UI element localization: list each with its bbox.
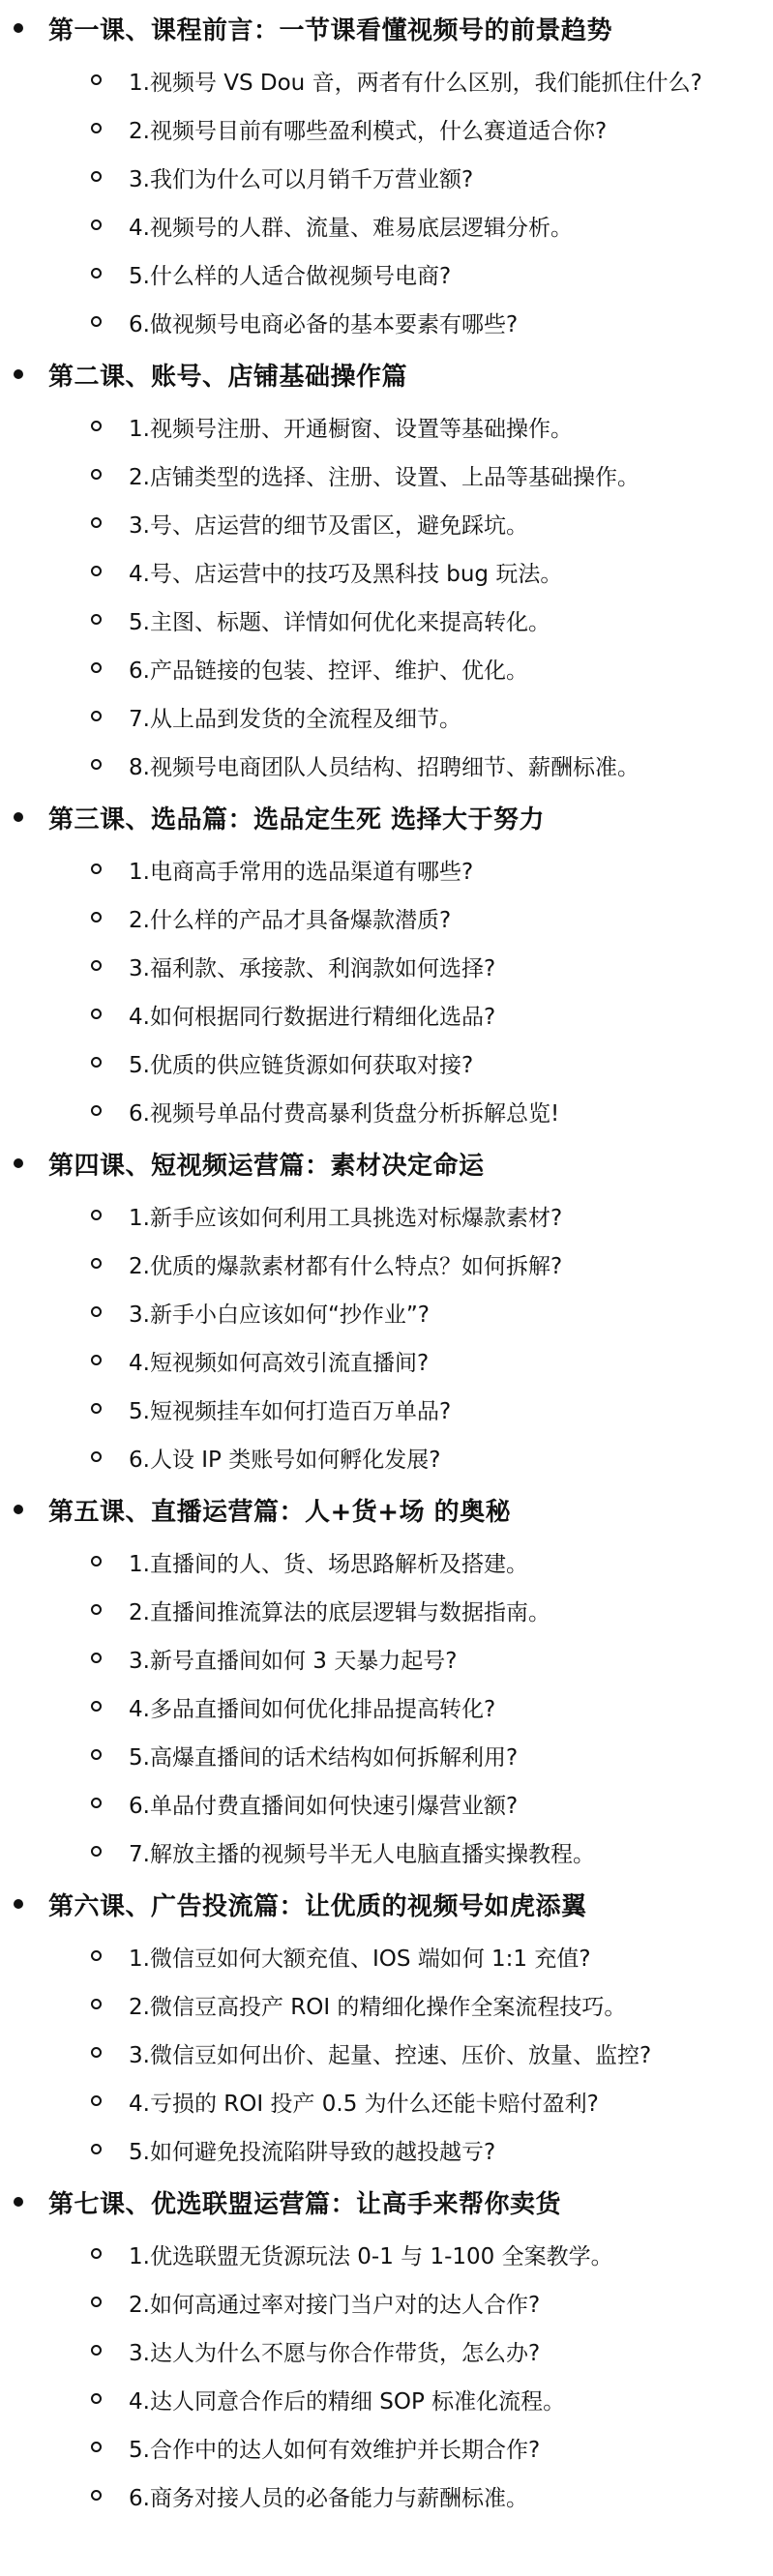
- lesson-text: 3.新号直播间如何 3 天暴力起号?: [129, 1648, 458, 1674]
- lesson-item: [0, 402, 773, 451]
- course-title: 第三课、选品篇：选品定生死 选择大于努力: [48, 805, 546, 834]
- circle-bullet-icon: [91, 662, 102, 673]
- lesson-text: 3.福利款、承接款、利润款如何选择?: [129, 955, 496, 981]
- lesson-text: 4.亏损的 ROI 投产 0.5 为什么还能卡赔付盈利?: [129, 2091, 599, 2117]
- circle-bullet-icon: [91, 1556, 102, 1566]
- course-title: 第一课、课程前言：一节课看懂视频号的前景趋势: [48, 15, 613, 45]
- lesson-item: [0, 547, 773, 596]
- course-title: 第五课、直播运营篇：人+货+场 的奥秘: [48, 1497, 512, 1527]
- circle-bullet-icon: [91, 1057, 102, 1068]
- circle-bullet-icon: [91, 74, 102, 85]
- circle-bullet-icon: [91, 2144, 102, 2154]
- lesson-item: [0, 2472, 773, 2520]
- lesson-item: [0, 741, 773, 789]
- lesson-text: 2.如何高通过率对接门当户对的达人合作?: [129, 2292, 541, 2318]
- lesson-text: 3.达人为什么不愿与你合作带货，怎么办?: [129, 2340, 541, 2366]
- circle-bullet-icon: [91, 268, 102, 278]
- lesson-text: 2.微信豆高投产 ROI 的精细化操作全案流程技巧。: [129, 1994, 627, 2020]
- circle-bullet-icon: [91, 1009, 102, 1019]
- course-section: [0, 1876, 773, 2174]
- course-section: [0, 0, 773, 346]
- lesson-item: [0, 644, 773, 692]
- circle-bullet-icon: [91, 1258, 102, 1269]
- circle-bullet-icon: [91, 1798, 102, 1808]
- circle-bullet-icon: [91, 864, 102, 874]
- course-section: [0, 2174, 773, 2520]
- course-section: [0, 346, 773, 789]
- bullet-icon: [14, 2197, 23, 2207]
- circle-bullet-icon: [91, 220, 102, 230]
- lesson-list: [0, 1932, 773, 2174]
- course-header: [0, 1135, 773, 1191]
- lesson-text: 5.主图、标题、详情如何优化来提高转化。: [129, 609, 550, 635]
- circle-bullet-icon: [91, 1950, 102, 1961]
- circle-bullet-icon: [91, 1306, 102, 1317]
- lesson-item: [0, 1336, 773, 1385]
- circle-bullet-icon: [91, 1451, 102, 1462]
- lesson-text: 2.店铺类型的选择、注册、设置、上品等基础操作。: [129, 464, 639, 490]
- lesson-text: 7.从上品到发货的全流程及细节。: [129, 706, 461, 732]
- circle-bullet-icon: [91, 960, 102, 971]
- lesson-item: [0, 2029, 773, 2077]
- circle-bullet-icon: [91, 2393, 102, 2404]
- bullet-icon: [14, 369, 23, 379]
- lesson-item: [0, 893, 773, 942]
- bullet-icon: [14, 23, 23, 33]
- circle-bullet-icon: [91, 1701, 102, 1712]
- lesson-item: [0, 249, 773, 298]
- circle-bullet-icon: [91, 1999, 102, 2009]
- course-title: 第七课、优选联盟运营篇：让高手来帮你卖货: [48, 2189, 562, 2219]
- circle-bullet-icon: [91, 1210, 102, 1220]
- lesson-text: 4.短视频如何高效引流直播间?: [129, 1350, 430, 1376]
- course-header: [0, 789, 773, 845]
- lesson-text: 3.新手小白应该如何“抄作业”?: [129, 1302, 430, 1328]
- lesson-list: [0, 1537, 773, 1876]
- circle-bullet-icon: [91, 759, 102, 770]
- lesson-item: [0, 1385, 773, 1433]
- lesson-item: [0, 1586, 773, 1634]
- lesson-item: [0, 2278, 773, 2327]
- course-title: 第二课、账号、店铺基础操作篇: [48, 362, 408, 392]
- circle-bullet-icon: [91, 123, 102, 133]
- course-title: 第四课、短视频运营篇：素材决定命运: [48, 1151, 485, 1181]
- lesson-item: [0, 1779, 773, 1828]
- lesson-list: [0, 845, 773, 1135]
- course-header: [0, 346, 773, 402]
- course-header: [0, 1876, 773, 1932]
- circle-bullet-icon: [91, 517, 102, 528]
- lesson-item: [0, 1039, 773, 1087]
- circle-bullet-icon: [91, 711, 102, 721]
- lesson-item: [0, 845, 773, 893]
- circle-bullet-icon: [91, 1604, 102, 1615]
- lesson-item: [0, 104, 773, 153]
- lesson-text: 6.单品付费直播间如何快速引爆营业额?: [129, 1793, 519, 1819]
- course-header: [0, 2174, 773, 2230]
- lesson-text: 1.优选联盟无货源玩法 0-1 与 1-100 全案教学。: [129, 2243, 613, 2269]
- lesson-text: 6.视频号单品付费高暴利货盘分析拆解总览!: [129, 1100, 560, 1127]
- lesson-item: [0, 2230, 773, 2278]
- circle-bullet-icon: [91, 566, 102, 576]
- lesson-item: [0, 1980, 773, 2029]
- circle-bullet-icon: [91, 1846, 102, 1857]
- lesson-text: 1.电商高手常用的选品渠道有哪些?: [129, 859, 474, 885]
- lesson-item: [0, 1634, 773, 1683]
- lesson-item: [0, 1191, 773, 1240]
- course-section: [0, 1481, 773, 1876]
- lesson-item: [0, 451, 773, 499]
- lesson-item: [0, 298, 773, 346]
- bullet-icon: [14, 1899, 23, 1909]
- lesson-item: [0, 1828, 773, 1876]
- lesson-text: 2.优质的爆款素材都有什么特点？如何拆解?: [129, 1253, 563, 1279]
- lesson-text: 2.直播间推流算法的底层逻辑与数据指南。: [129, 1599, 550, 1625]
- course-section: [0, 1135, 773, 1481]
- lesson-text: 4.多品直播间如何优化排品提高转化?: [129, 1696, 496, 1722]
- lesson-item: [0, 153, 773, 201]
- lesson-item: [0, 1087, 773, 1135]
- circle-bullet-icon: [91, 2297, 102, 2307]
- lesson-item: [0, 692, 773, 741]
- lesson-text: 5.什么样的人适合做视频号电商?: [129, 263, 452, 289]
- circle-bullet-icon: [91, 1403, 102, 1414]
- circle-bullet-icon: [91, 2490, 102, 2501]
- lesson-item: [0, 1433, 773, 1481]
- lesson-text: 5.优质的供应链货源如何获取对接?: [129, 1052, 474, 1078]
- lesson-item: [0, 2327, 773, 2375]
- circle-bullet-icon: [91, 614, 102, 625]
- lesson-text: 4.如何根据同行数据进行精细化选品?: [129, 1004, 496, 1030]
- circle-bullet-icon: [91, 421, 102, 431]
- circle-bullet-icon: [91, 469, 102, 480]
- circle-bullet-icon: [91, 2345, 102, 2356]
- lesson-item: [0, 2125, 773, 2174]
- lesson-text: 5.短视频挂车如何打造百万单品?: [129, 1398, 452, 1424]
- bullet-icon: [14, 812, 23, 822]
- lesson-text: 5.合作中的达人如何有效维护并长期合作?: [129, 2437, 541, 2463]
- lesson-item: [0, 1731, 773, 1779]
- lesson-list: [0, 56, 773, 346]
- lesson-text: 3.号、店运营的细节及雷区，避免踩坑。: [129, 512, 528, 539]
- circle-bullet-icon: [91, 2248, 102, 2259]
- lesson-text: 2.视频号目前有哪些盈利模式，什么赛道适合你?: [129, 118, 608, 144]
- circle-bullet-icon: [91, 2095, 102, 2106]
- lesson-text: 1.微信豆如何大额充值、IOS 端如何 1:1 充值?: [129, 1946, 591, 1972]
- lesson-item: [0, 1537, 773, 1586]
- lesson-text: 1.视频号 VS Dou 音，两者有什么区别，我们能抓住什么?: [129, 70, 702, 96]
- lesson-item: [0, 1932, 773, 1980]
- course-header: [0, 0, 773, 56]
- lesson-item: [0, 942, 773, 990]
- lesson-text: 4.视频号的人群、流量、难易底层逻辑分析。: [129, 215, 573, 241]
- lesson-item: [0, 596, 773, 644]
- lesson-text: 6.做视频号电商必备的基本要素有哪些?: [129, 311, 519, 337]
- lesson-text: 1.直播间的人、货、场思路解析及搭建。: [129, 1551, 528, 1577]
- lesson-text: 5.如何避免投流陷阱导致的越投越亏?: [129, 2139, 496, 2165]
- lesson-text: 1.新手应该如何利用工具挑选对标爆款素材?: [129, 1205, 563, 1231]
- lesson-item: [0, 2423, 773, 2472]
- lesson-list: [0, 402, 773, 789]
- lesson-text: 3.我们为什么可以月销千万营业额?: [129, 166, 474, 192]
- course-header: [0, 1481, 773, 1537]
- lesson-text: 6.产品链接的包装、控评、维护、优化。: [129, 658, 528, 684]
- bullet-icon: [14, 1505, 23, 1514]
- lesson-item: [0, 499, 773, 547]
- course-section: [0, 789, 773, 1135]
- lesson-item: [0, 56, 773, 104]
- lesson-item: [0, 990, 773, 1039]
- circle-bullet-icon: [91, 2047, 102, 2058]
- circle-bullet-icon: [91, 316, 102, 327]
- lesson-text: 4.达人同意合作后的精细 SOP 标准化流程。: [129, 2388, 566, 2415]
- lesson-list: [0, 2230, 773, 2520]
- lesson-item: [0, 2375, 773, 2423]
- lesson-list: [0, 1191, 773, 1481]
- lesson-text: 6.人设 IP 类账号如何孵化发展?: [129, 1447, 441, 1473]
- lesson-item: [0, 1683, 773, 1731]
- circle-bullet-icon: [91, 1355, 102, 1365]
- lesson-text: 6.商务对接人员的必备能力与薪酬标准。: [129, 2485, 528, 2511]
- lesson-item: [0, 201, 773, 249]
- lesson-text: 7.解放主播的视频号半无人电脑直播实操教程。: [129, 1841, 595, 1867]
- lesson-text: 5.高爆直播间的话术结构如何拆解利用?: [129, 1744, 519, 1771]
- circle-bullet-icon: [91, 1653, 102, 1663]
- course-title: 第六课、广告投流篇：让优质的视频号如虎添翼: [48, 1891, 587, 1921]
- lesson-text: 4.号、店运营中的技巧及黑科技 bug 玩法。: [129, 561, 563, 587]
- lesson-item: [0, 2077, 773, 2125]
- lesson-text: 3.微信豆如何出价、起量、控速、压价、放量、监控?: [129, 2042, 652, 2068]
- circle-bullet-icon: [91, 2442, 102, 2452]
- circle-bullet-icon: [91, 171, 102, 182]
- lesson-text: 2.什么样的产品才具备爆款潜质?: [129, 907, 452, 933]
- bullet-icon: [14, 1158, 23, 1168]
- circle-bullet-icon: [91, 1749, 102, 1760]
- circle-bullet-icon: [91, 912, 102, 922]
- lesson-item: [0, 1288, 773, 1336]
- circle-bullet-icon: [91, 1105, 102, 1116]
- lesson-text: 8.视频号电商团队人员结构、招聘细节、薪酬标准。: [129, 754, 639, 780]
- lesson-item: [0, 1240, 773, 1288]
- lesson-text: 1.视频号注册、开通橱窗、设置等基础操作。: [129, 416, 573, 442]
